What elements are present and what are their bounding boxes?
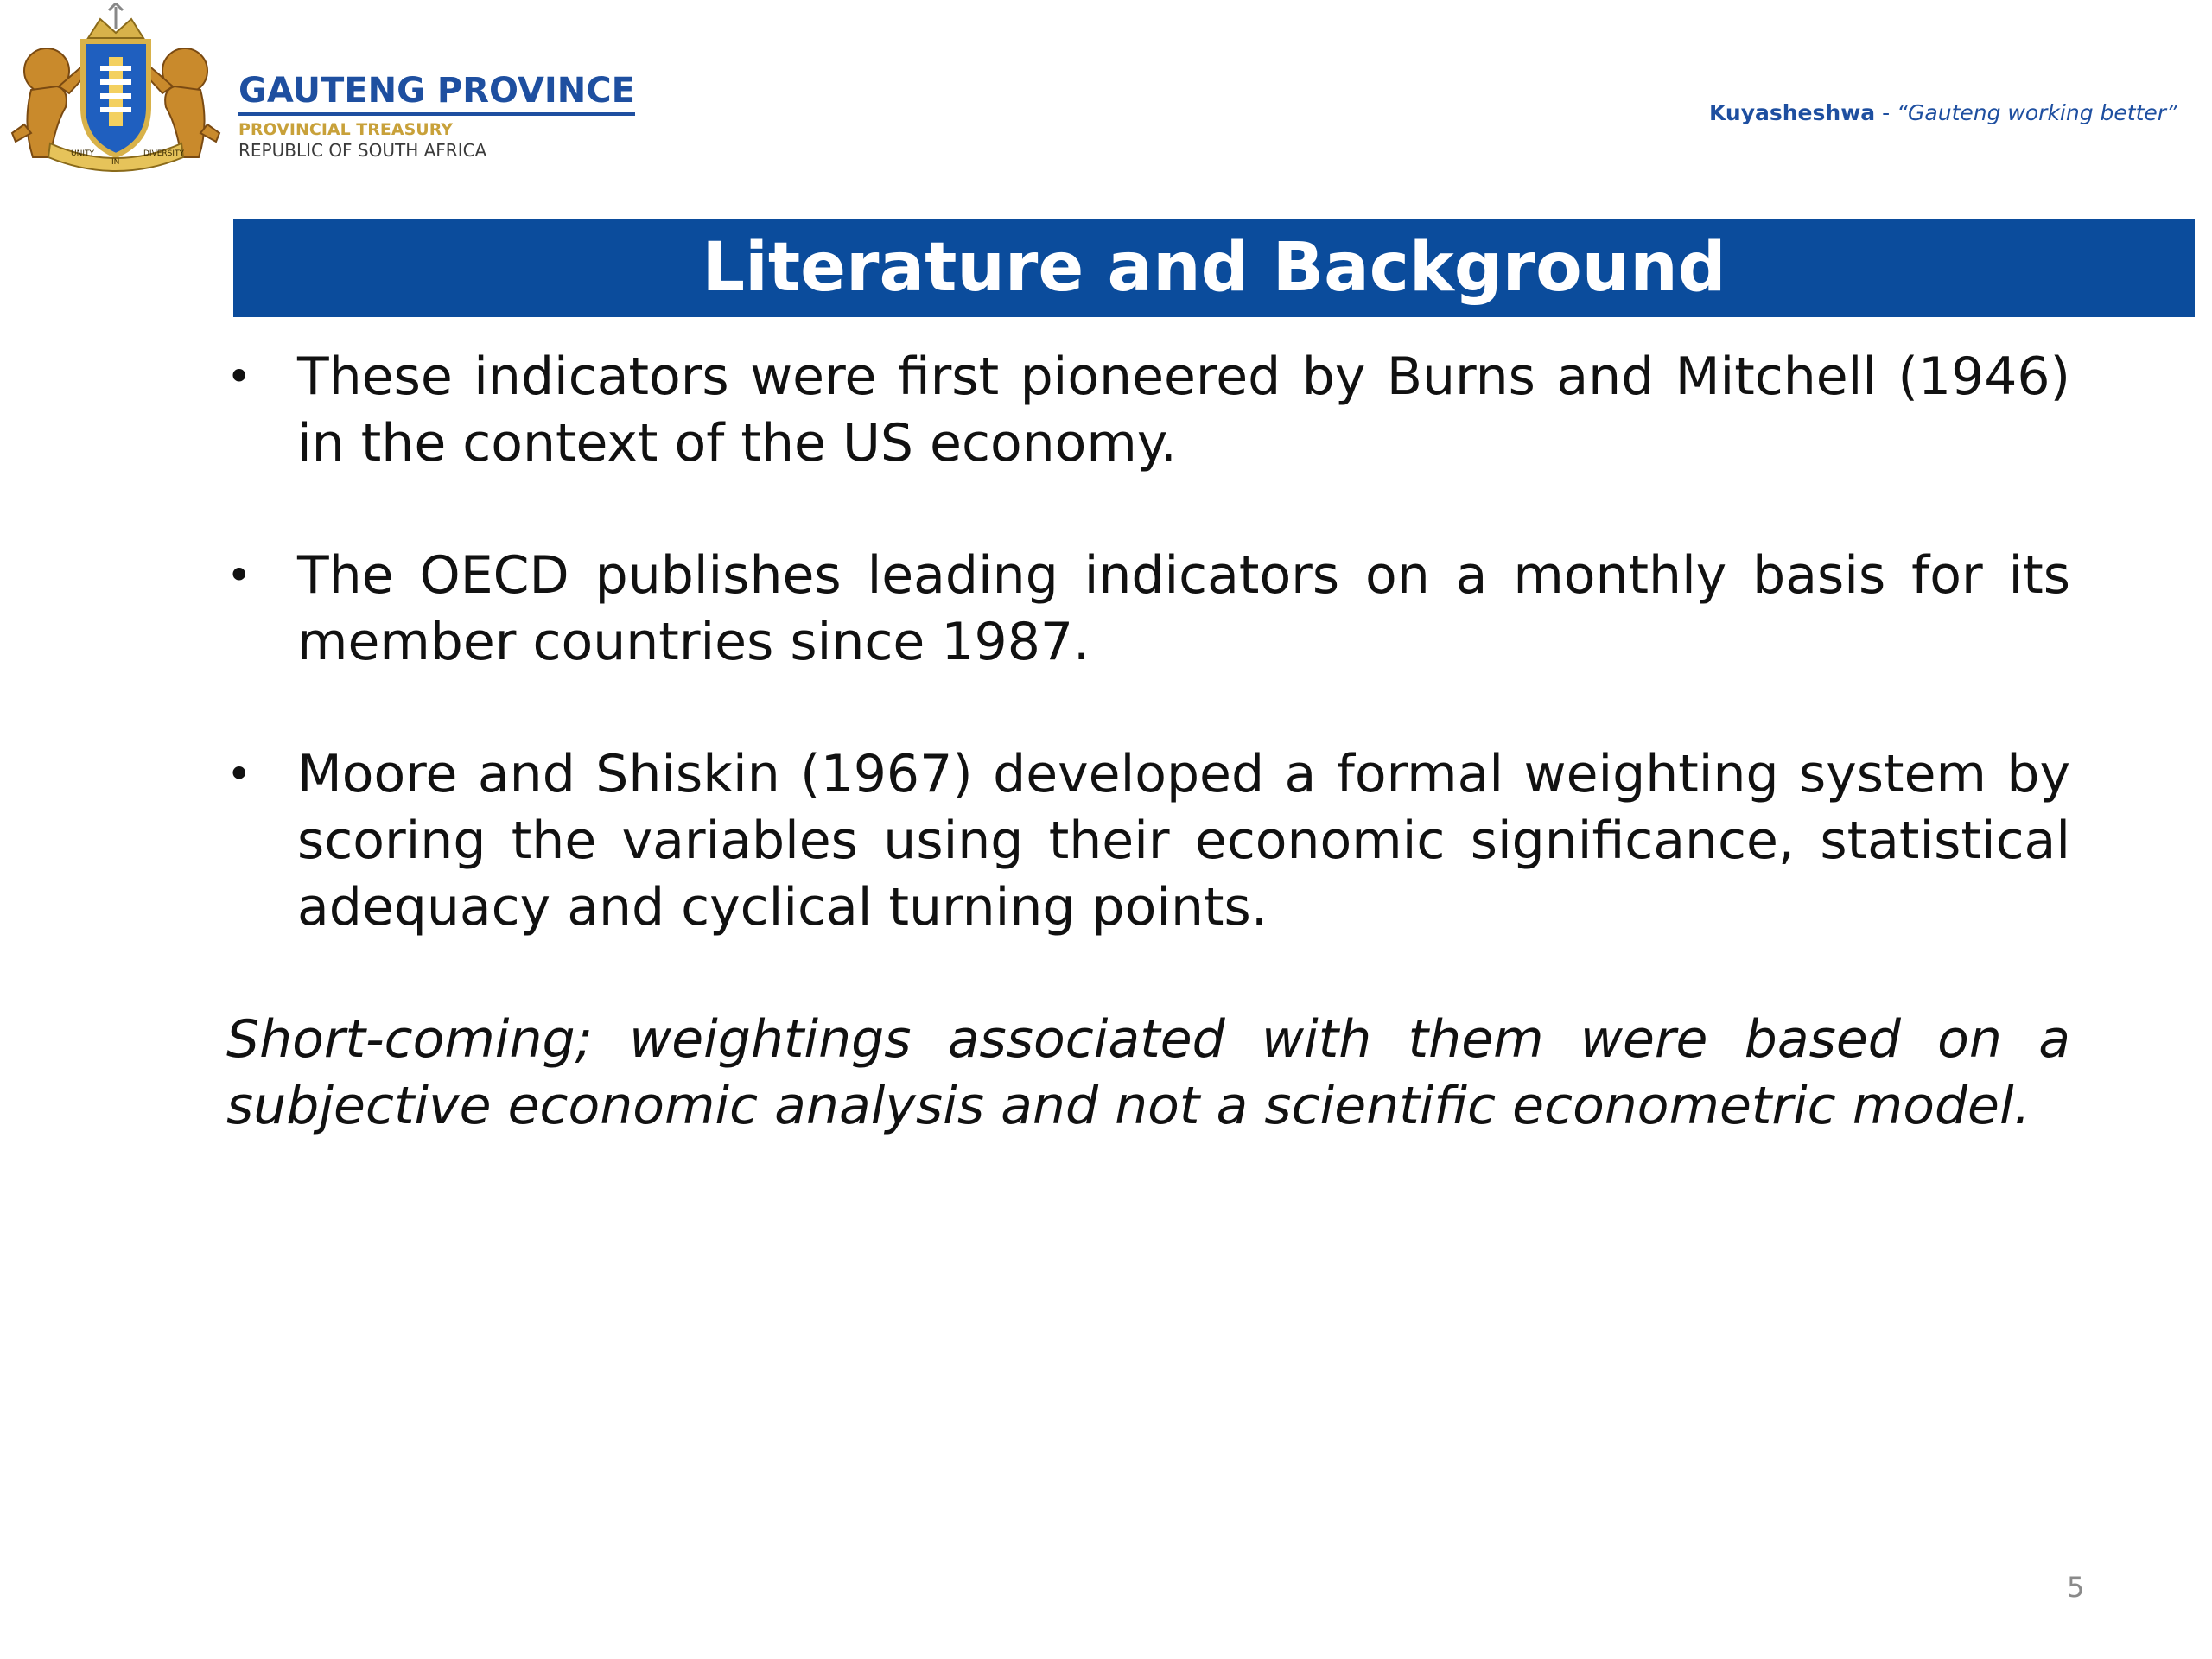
shield-icon [83,41,149,156]
government-branding [238,71,635,161]
slide-header [0,0,2212,173]
shortcoming-note: Short-coming; weightings associated with them were based on a subjective economic analysis and not a scientific econometric model. [226,1009,2070,1136]
bullet-text: These indicators were first pioneered by Burns and Mitchell (1946) in the context of the US economy. [297,346,2070,474]
tagline-brand: Kuyasheshwa [1708,100,1876,125]
bullet-item [226,741,2070,941]
bullet-item [226,344,2070,477]
bullet-text: Moore and Shiskin (1967) developed a formal weighting system by scoring the variables using their economic significance, statistical adequacy and cyclical turning points. [297,744,2070,938]
page-number: 5 [2067,1571,2085,1604]
department-name: PROVINCIAL TREASURY [238,120,454,139]
left-lion-icon [12,48,88,157]
slide-title: Literature and Background [702,229,1726,307]
crown-icon [88,3,143,38]
title-bar [233,219,2195,317]
right-lion-icon [143,48,219,157]
svg-text:DIVERSITY: DIVERSITY [143,149,185,158]
tagline-motto: “Gauteng working better” [1897,100,2177,125]
bullet-icon: • [226,749,252,799]
svg-text:IN: IN [111,158,120,167]
slide-body [226,344,2070,1140]
tagline [1709,100,2177,125]
svg-text:UNITY: UNITY [71,149,94,158]
country-name: REPUBLIC OF SOUTH AFRICA [238,140,487,161]
bullet-icon: • [226,352,252,402]
coat-of-arms-logo [5,3,226,173]
bullet-item [226,543,2070,676]
bullet-icon: • [226,550,252,601]
tagline-separator: - [1875,100,1897,125]
org-name: GAUTENG PROVINCE [238,71,635,116]
bullet-text: The OECD publishes leading indicators on a monthly basis for its member countries since 1987. [297,545,2070,672]
